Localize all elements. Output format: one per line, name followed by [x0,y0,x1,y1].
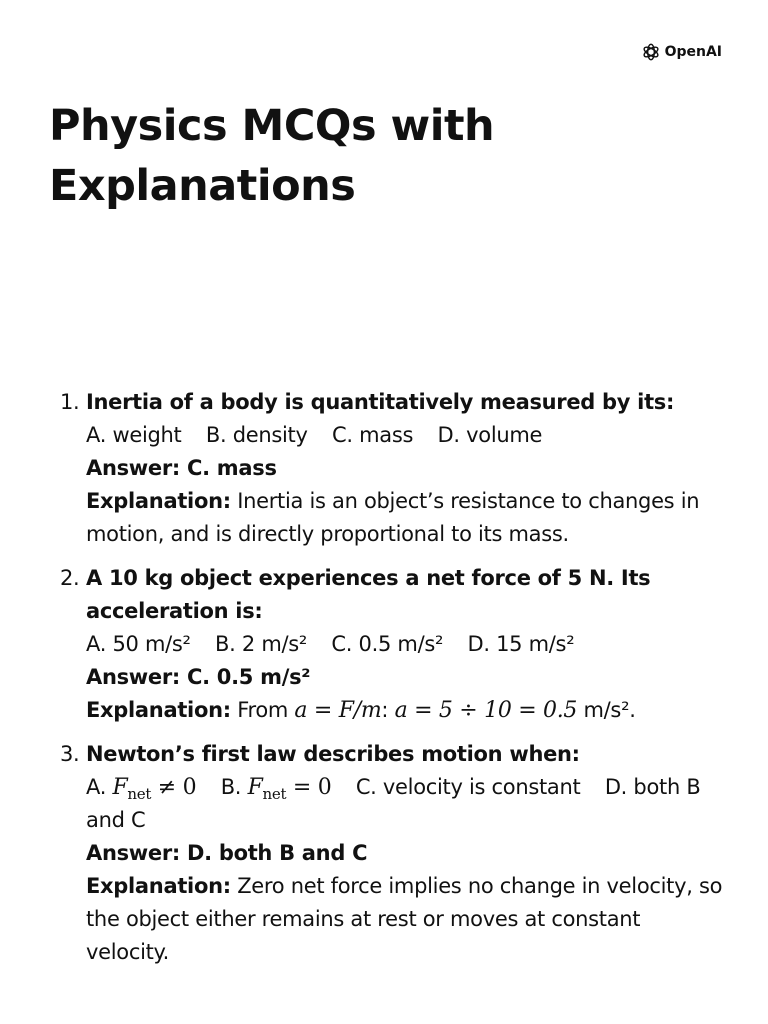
question-number: 2. [60,566,80,590]
explanation [86,485,726,551]
question-1 [60,386,726,551]
question-text: Inertia of a body is quantitatively measured by its: [86,390,675,414]
options [86,419,726,452]
question-3 [60,738,726,969]
explanation-label: Explanation: [86,489,231,513]
subscript-net: net [127,785,152,803]
option-a-prefix: A. [86,775,113,799]
option-d: D. volume [437,423,543,447]
explanation-prefix: From [230,698,295,722]
question-text: A 10 kg object experiences a net force of 5 N. Its acceleration is: [86,566,651,623]
answer: Answer: D. both B and C [86,841,368,865]
option-a: A. weight [86,423,182,447]
formula-newton-second-law: a = F/m [294,698,382,723]
relation: ≠ 0 [151,775,197,800]
explanation [86,870,726,969]
option-c: C. 0.5 m/s² [331,632,444,656]
option-b-prefix: B. [220,775,248,799]
question-number: 1. [60,390,80,414]
option-c: C. mass [332,423,414,447]
option-d: D. 15 m/s² [467,632,575,656]
answer: Answer: C. 0.5 m/s² [86,665,311,689]
option-b: B. 2 m/s² [215,632,308,656]
force-symbol: F [112,775,128,800]
openai-logo-icon [641,42,661,62]
relation: = 0 [286,775,332,800]
option-d: D. both B and C [86,775,701,832]
formula-calculation: a = 5 ÷ 10 = 0.5 [394,698,578,723]
page-title: Physics MCQs with Explanations [49,101,495,211]
colon: : [381,698,395,722]
explanation-text: Zero net force implies no change in velocity, so the object either remains at rest or moves at constant velocity. [86,874,723,964]
explanation-text: Inertia is an object’s resistance to changes in motion, and is directly proportional to its mass. [86,489,700,546]
explanation-label: Explanation: [86,874,231,898]
explanation [86,694,726,727]
option-a-formula [112,775,197,803]
options [86,628,726,661]
question-number: 3. [60,742,80,766]
option-b-formula [247,775,332,803]
brand-name: OpenAI [664,44,722,60]
option-c: C. velocity is constant [355,775,581,799]
option-a: A. 50 m/s² [86,632,191,656]
options [86,771,726,837]
question-2 [60,562,726,727]
question-text: Newton’s first law describes motion when: [86,742,580,766]
explanation-label: Explanation: [86,698,231,722]
force-symbol: F [247,775,263,800]
option-a [86,775,197,803]
brand-logo [641,42,722,62]
explanation-suffix: m/s². [577,698,636,722]
option-b [220,775,332,803]
question-list [60,386,726,980]
answer: Answer: C. mass [86,456,277,480]
option-b: B. density [205,423,308,447]
subscript-net: net [262,785,287,803]
